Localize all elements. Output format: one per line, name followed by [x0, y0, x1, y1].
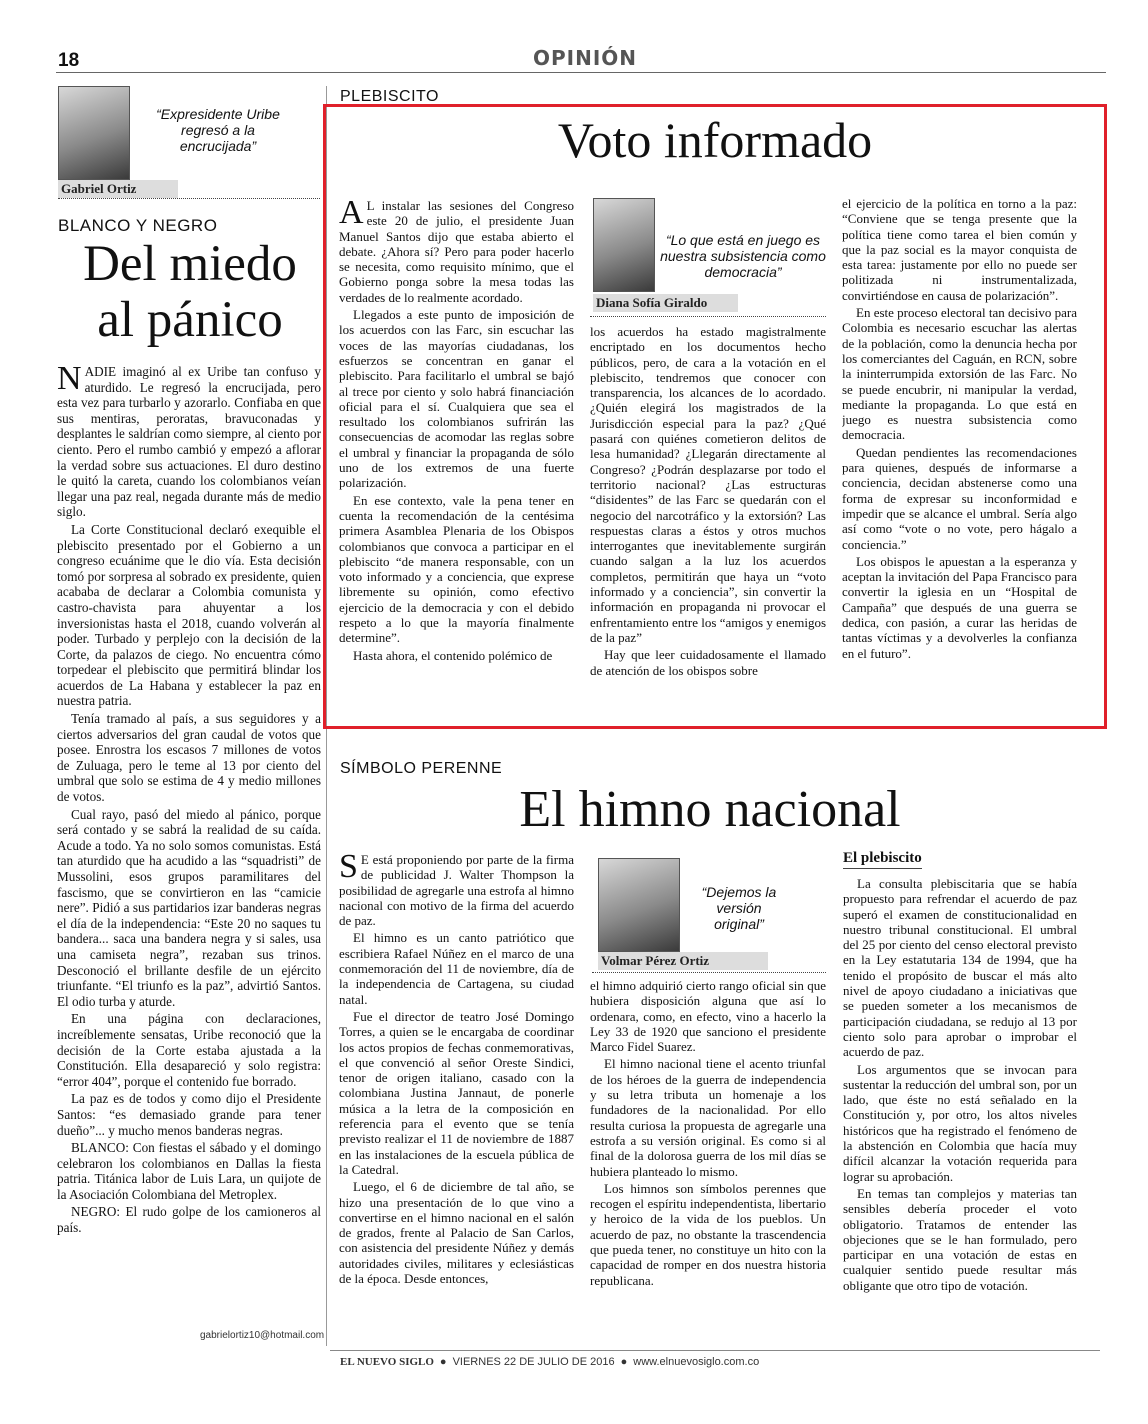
left-paragraph: ADIE imaginó al ex Uribe tan confuso y aturdido. Le regresó la encrucijada, pero esta vez para turbarlo y azorarlo. Confiaba en que sus mentiras, peroratas, bravuconadas y desplantes le saldrían como siempre, al ciento por ciento. Pero el rumbo cambió y empezó a aflorar la verdad sobre sus actuaciones. El duro destino le quitó la careta, cuando los colombianos veían llegar una paz real, negada durante más de medio siglo. [57, 364, 321, 520]
author-photo-diana-sofia-giraldo [593, 198, 655, 292]
voto-author-quote: “Lo que está en juego es nuestra subsistencia como democracia” [660, 232, 826, 280]
himno-paragraph: E está proponiendo por parte de la firma de publicidad J. Walter Thompson la posibilidad de agregarle una estrofa al himno nacional con motivo de la firma del acuerdo de paz. [339, 852, 574, 929]
voto-kicker: PLEBISCITO [340, 88, 439, 105]
voto-col1 [339, 198, 574, 718]
left-headline-line1: Del miedo [83, 236, 297, 292]
left-dropcap: N [57, 364, 82, 397]
himno-col3 [843, 876, 1077, 1346]
author-name-left: Gabriel Ortiz [58, 180, 178, 198]
footer-bullet-icon: ● [620, 1356, 628, 1368]
left-article-body [57, 364, 321, 1328]
left-paragraph: La Corte Constitucional declaró exequible el plebiscito presentado por el Gobierno a un congreso ecuánime que le dio vía. Esta decisión tomó por sorpresa al sobrado ex presidente, quien acababa de declarar a Colombia comunista y castro-chavista para ahuyentar a los inversionistas hasta el 2018, cuando volverán al poder. Turbado y perplejo con la decisión de la Corte, da palazos de ciego. No encuentra cómo torpedear el plebiscito que permitirá blindar los acuerdos de La Habana y establecer la paz en nuestra patria. [57, 521, 321, 709]
left-paragraph: En una página con declaraciones, increíblemente sensatas, Uribe reconoció que la decisión de la Corte estaba ajustada a la Constitución. Ella desapareció y solo registra: “error 404”, porque el contenido fue borrado. [57, 1011, 321, 1089]
himno-headline: El himno nacional [519, 781, 901, 838]
left-paragraph: La paz es de todos y como dijo el Presidente Santos: “es demasiado grande para tener dueño”... y mucho menos banderas negras. [57, 1091, 321, 1138]
himno-kicker: SÍMBOLO PERENNE [340, 760, 503, 777]
voto-paragraph: En este proceso electoral tan decisivo para Colombia es necesario escuchar las alertas de la población, como la denuncia hecha por los comerciantes del Caguán, en RCN, sobre la ininterrumpida extorsión de las Farc. No se puede encubrir, ni manipular la verdad, mediante la propaganda. Lo que está en juego es nuestra subsistencia como democracia. [842, 305, 1077, 443]
footer-bullet-icon: ● [439, 1356, 447, 1368]
voto-paragraph: Hay que leer cuidadosamente el llamado de atención de los obispos sobre [590, 647, 826, 678]
himno-col2 [590, 978, 826, 1342]
himno-subhead: El plebiscito [843, 850, 922, 869]
author-photo-volmar-perez-ortiz [598, 858, 680, 952]
author-rule-left [58, 198, 320, 199]
himno-col1 [339, 852, 574, 1342]
voto-paragraph: Los obispos le apuestan a la esperanza y aceptan la invitación del Papa Francisco para convertir la iglesia en un “Hospital de Campaña” que después de una guerra se dedica, con pasión, a curar las heridas de tantas víctimas y a devolverles la confianza en el futuro”. [842, 553, 1077, 661]
voto-col3 [842, 196, 1077, 716]
voto-col2 [590, 324, 826, 718]
left-paragraph: Cual rayo, pasó del miedo al pánico, porque será contado y se sabrá la realidad de su caída. Acude a todo. Ya no solo somos comunistas. Está tan aturdido que ha acudido a las “squadristi” de Mussolini, esos grupos paramilitares del fascismo, que se convirtieron en las “camicie nere”. Pidió a sus partidarios izar banderas negras el día de la independencia: “Este 20 no saques tu bandera... saca una bandera negra y si sales, usa una camiseta negra”, rezaban sus trinos. Desconoció el brillante desfile de un ejército triunfante. “El triunfo es la paz”, advirtió Santos. El odio turba y aturde. [57, 806, 321, 1009]
himno-paragraph: Fue el director de teatro José Domingo Torres, a quien se le encargaba de coordinar los actos propios de fechas conmemorativas, el que convenció al señor Oreste Sindici, tenor de origen italiano, casado con la colombiana Justina Jannaut, de ponerle música a la letra de la composición en referencia para el evento que se tenía previsto realizar el 11 de noviembre de 1887 en las instalaciones de la escuela pública de la Catedral. [339, 1008, 574, 1177]
himno-paragraph: El himno es un canto patriótico que escribiera Rafael Núñez en el marco de una conmemoración del 11 de noviembre, día de la independencia de Cartagena, su ciudad natal. [339, 930, 574, 1007]
voto-paragraph: el ejercicio de la política en torno a la paz: “Conviene que se tenga presente que la política tiene como tarea el bien común y que la paz social es la mayor conquista de esta tarea: justamente por ello no puede ser politizada ni instrumentalizada, convirtiéndose en causa de polarización”. [842, 196, 1077, 303]
voto-paragraph: En ese contexto, vale la pena tener en cuenta la recomendación de la centésima primera Asamblea Plenaria de los Obispos colombianos que convoca a participar en el plebiscito “de manera responsable, con un voto informado y a conciencia, que exprese libremente su opinión, como efectivo ejercicio de la democracia y con el debido respeto a lo que la mayoría finalmente determine”. [339, 492, 574, 646]
himno-paragraph: El himno nacional tiene el acento triunfal de los héroes de la guerra de independencia y su letra tributa un homenaje a los fundadores de la nacionalidad. Por ello resulta curiosa la propuesta de agregarle una estrofa a su versión original. Es como si al final de la dolorosa guerra de los mil días se hubiera planteado lo mismo. [590, 1056, 826, 1179]
voto-paragraph: los acuerdos ha estado magistralmente encriptado en los documentos hecho públicos, pero, de cara a la votación en el plebiscito, tendremos que conocer con transparencia, los alcances de lo acordado. ¿Quién elegirá los magistrados de la Jurisdicción especial para la paz? ¿Qué pasará con quiénes cometieron delitos de lesa humanidad? ¿Llegarán directamente al Congreso? ¿Podrán desplazarse por todo el territorio nacional? ¿Las estructuras “disidentes” de las Farc se quedarán con el negocio del narcotráfico y la extorsión? Las respuestas claras a éstos y otros muchos interrogantes que inevitablemente surgirán cuando salgan a la luz los acuerdos completos, permitirán que haya un “voto informado y a conciencia”, sin convertir la información en propaganda ni provocar el enfrentamiento entre los “amigos y enemigos de la paz” [590, 324, 826, 645]
left-kicker: BLANCO Y NEGRO [58, 216, 218, 235]
himno-paragraph: Los himnos son símbolos perennes que recogen el espíritu independentista, libertario y heroico de la vida de los pueblos. Un acuerdo de paz, no obstante la trascendencia que pueda tener, no constituye un hito con la capacidad de romper en dos nuestra historia republicana. [590, 1180, 826, 1288]
himno-author-quote: “Dejemos la versión original” [701, 884, 777, 932]
himno-author-rule [592, 972, 826, 973]
himno-paragraph: La consulta plebiscitaria que se había propuesto para refrendar el acuerdo de paz superó el examen de constitucionalidad en nuestro tribunal constitucional. El umbral del 25 por ciento del censo electoral previsto en la Ley estatutaria 134 de 1994, que ha tenido el propósito de buscar el más alto nivel de apoyo ciudadano a iniciativas que se pueden someter a los mecanismos de participación ciudadana, se redujo al 13 por ciento solo para aprobar o improbar el acuerdo de paz. [843, 876, 1077, 1060]
himno-paragraph: el himno adquirió cierto rango oficial sin que hubiera disposición alguna que así lo ordenara, como, en efecto, vino a hacerlo la Ley 33 de 1920 que sanciono el presidente Marco Fidel Suarez. [590, 978, 826, 1055]
author-photo-gabriel-ortiz [58, 86, 130, 180]
voto-headline: Voto informado [557, 112, 873, 168]
himno-author-name: Volmar Pérez Ortiz [598, 952, 768, 970]
himno-paragraph: Luego, el 6 de diciembre de tal año, se hizo una presentación de lo que vino a convertirse en el himno nacional en el salón de grados, frente al Palacio de San Carlos, con asistencia del presidente Núñez y demás autoridades civiles, militares y eclesiásticas de la época. Desde entonces, [339, 1179, 574, 1287]
voto-dropcap: A [339, 198, 364, 231]
page-number: 18 [58, 50, 80, 71]
left-paragraph: BLANCO: Con fiestas el sábado y el domingo celebraron los colombianos en Dallas la fiesta patria. Titánica labor de Luis Lara, un quijote de la Asociación Colombiana del Metroplex. [57, 1140, 321, 1202]
left-paragraph: Tenía tramado al país, a sus seguidores y a ciertos adversarios del gran caudal de votos que posee. Enrostra los escasos 7 millones de votos de Zuluaga, pero le teme al 13 por ciento del umbral que solo se estima de 4 y medio millones de votos. [57, 711, 321, 805]
himno-paragraph: Los argumentos que se invocan para sustentar la reducción del umbral son, por un lado, que éste no está señalado en la Constitución y, por otro, los altos niveles históricos que ha registrado el fenómeno de la abstención en Colombia que hacía muy difícil alcanzar la votación requerida para lograr su aprobación. [843, 1061, 1077, 1184]
author-email: gabrielortiz10@hotmail.com [200, 1330, 325, 1341]
footer-url: www.elnuevosiglo.com.co [633, 1356, 760, 1368]
voto-author-name: Diana Sofía Giraldo [593, 294, 738, 312]
left-paragraph: NEGRO: El rudo golpe de los camioneros al país. [57, 1204, 321, 1236]
voto-paragraph: L instalar las sesiones del Congreso este 20 de julio, el presidente Juan Manuel Santos dijo que estaba abierto el debate. ¿Ahora sí? Pero para poder hacerlo se necesita, como requisito mínimo, que el Gobierno ponga sobre la mesa todas las verdades de lo realmente acordado. [339, 198, 574, 305]
voto-paragraph: Quedan pendientes las recomendaciones para quienes, después de informarse a conciencia, decidan abstenerse como una forma de expresar su inconformidad e impedir que se alcance el umbral. Sería algo así como “vote o no vote, pero hágalo a conciencia.” [842, 444, 1077, 552]
voto-author-rule [590, 316, 826, 317]
himno-paragraph: En temas tan complejos y materias tan sensibles debería proceder el voto obligatorio. Tratamos de entender las objeciones que se le han formulado, pero participar en una votación de estas en cualquier sentido puede resultar más obligante que otro tipo de votación. [843, 1185, 1077, 1293]
footer-date: VIERNES 22 DE JULIO DE 2016 [452, 1356, 615, 1368]
section-title: OPINIÓN [532, 46, 638, 70]
voto-paragraph: Llegados a este punto de imposición de los acuerdos con las Farc, sin escuchar las voces de las mayorías ciudadanas, los esfuerzos se concentran en ganar el plebiscito. Para facilitarlo el umbral se bajó al trece por ciento y solo habrá financiación oficial para el sí. Cualquiera que sea el resultado los colombianos sufrirán las consecuencias de acomodar las reglas sobre el umbral y financiar la propaganda de sólo uno de los extremos de una fuerte polarización. [339, 307, 574, 491]
left-headline-line2: al pánico [97, 292, 283, 348]
himno-dropcap: S [339, 852, 358, 885]
voto-paragraph: Hasta ahora, el contenido polémico de [353, 647, 553, 663]
footer-rule [330, 1350, 1100, 1351]
author-quote-left: “Expresidente Uribe regresó a la encrucijada” [156, 106, 280, 154]
footer-brand: EL NUEVO SIGLO [340, 1356, 434, 1368]
footer-bar [340, 1354, 800, 1370]
header-rule [56, 72, 1106, 73]
